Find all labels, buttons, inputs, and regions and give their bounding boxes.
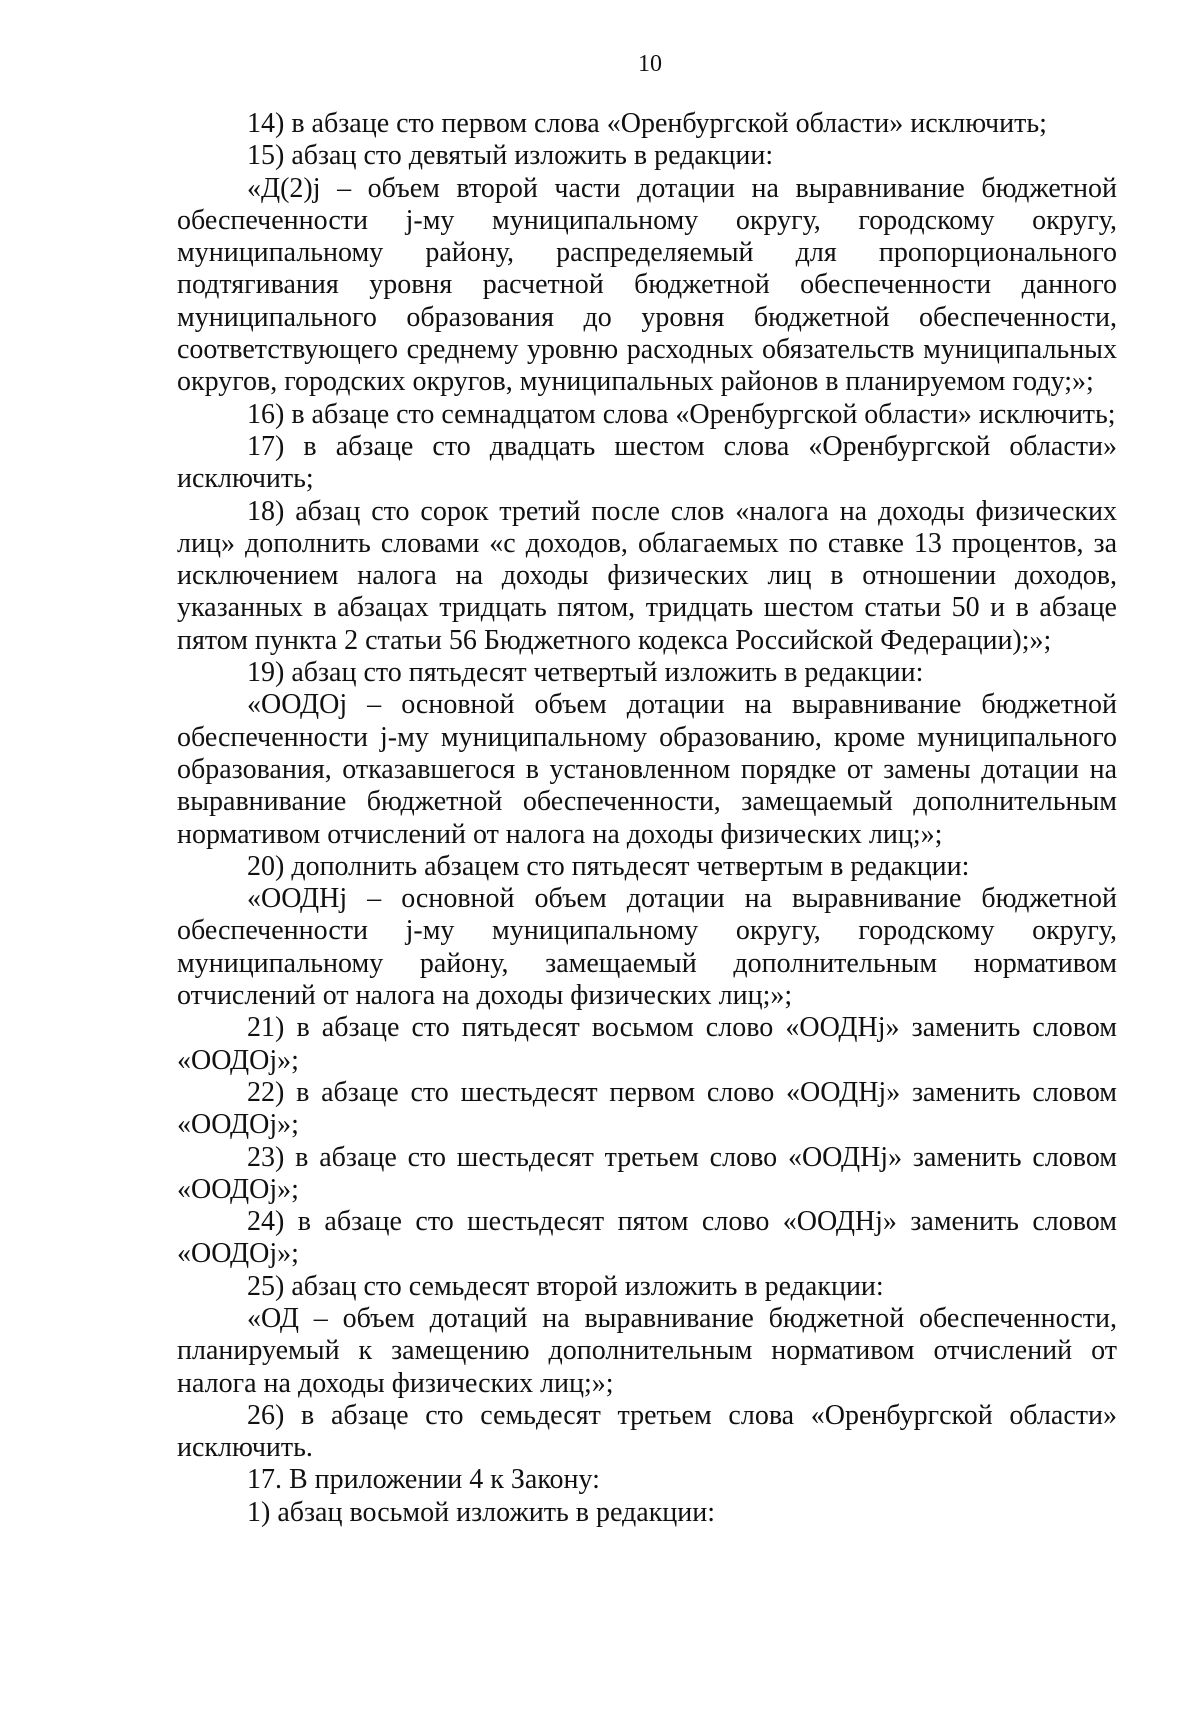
paragraph-amendment-14: 14) в абзаце сто первом слова «Оренбургской области» исключить;: [247, 108, 1047, 139]
paragraph-amendment-22: 22) в абзаце сто шестьдесят первом слово «ООДНj» заменить словом «ООДОj»;: [177, 1076, 1117, 1141]
paragraph-section-17: 17. В приложении 4 к Закону:: [247, 1464, 600, 1496]
paragraph-amendment-17: 17) в абзаце сто двадцать шестом слова «Оренбургской области» исключить;: [177, 430, 1117, 495]
paragraph-amendment-19: 19) абзац сто пятьдесят четвертый изложить в редакции:: [247, 657, 924, 689]
paragraph-amendment-16: 16) в абзаце сто семнадцатом слова «Оренбургской области» исключить;: [247, 398, 1116, 430]
paragraph-amendment-15: 15) абзац сто девятый изложить в редакции:: [247, 140, 774, 172]
paragraph-amendment-23: 23) в абзаце сто шестьдесят третьем слово «ООДНj» заменить словом «ООДОj»;: [177, 1141, 1117, 1205]
paragraph-amendment-26: 26) в абзаце сто семьдесят третьем слова «Оренбургской области» исключить.: [177, 1399, 1117, 1464]
document-body: [177, 108, 1117, 1529]
paragraph-appendix-4-item-1: 1) абзац восьмой изложить в редакции:: [247, 1496, 716, 1528]
page-number: 10: [638, 51, 662, 77]
paragraph-quote-d2j: «Д(2)j – объем второй части дотации на выравнивание бюджетной обеспеченности j-му муниципальному округу, городскому округу, муниципальному району, распределяемый для пропорционального подтягивания уровня расчетной бюджетной обеспеченности данного муниципального образования до уровня бюджетной обеспеченности, соответствующего среднему уровню расходных обязательств муниципальных округов, городских округов, муниципальных районов в планируемом году;»;: [177, 172, 1117, 398]
paragraph-quote-od: «ОД – объем дотаций на выравнивание бюджетной обеспеченности, планируемый к замещению дополнительным нормативом отчислений от налога на доходы физических лиц;»;: [177, 1302, 1117, 1399]
paragraph-quote-oodnj: «ООДНj – основной объем дотации на выравнивание бюджетной обеспеченности j-му муниципальному округу, городскому округу, муниципальному району, замещаемый дополнительным нормативом отчислений от налога на доходы физических лиц;»;: [177, 883, 1117, 1012]
paragraph-amendment-25: 25) абзац сто семьдесят второй изложить в редакции:: [247, 1270, 884, 1302]
paragraph-amendment-21: 21) в абзаце сто пятьдесят восьмом слово «ООДНj» заменить словом «ООДОj»;: [177, 1012, 1117, 1076]
paragraph-amendment-20: 20) дополнить абзацем сто пятьдесят четвертым в редакции:: [247, 850, 970, 882]
paragraph-quote-oodoj: «ООДОj – основной объем дотации на выравнивание бюджетной обеспеченности j-му муниципальному образованию, кроме муниципального образования, отказавшегося в установленном порядке от замены дотации на выравнивание бюджетной обеспеченности, замещаемый дополнительным нормативом отчислений от налога на доходы физических лиц;»;: [177, 689, 1117, 850]
paragraph-amendment-18: 18) абзац сто сорок третий после слов «налога на доходы физических лиц» дополнить словами «с доходов, облагаемых по ставке 13 процентов, за исключением налога на доходы физических лиц в отношении доходов, указанных в абзацах тридцать пятом, тридцать шестом статьи 50 и в абзаце пятом пункта 2 статьи 56 Бюджетного кодекса Российской Федерации);»;: [177, 495, 1117, 656]
paragraph-amendment-24: 24) в абзаце сто шестьдесят пятом слово «ООДНj» заменить словом «ООДОj»;: [177, 1206, 1117, 1270]
